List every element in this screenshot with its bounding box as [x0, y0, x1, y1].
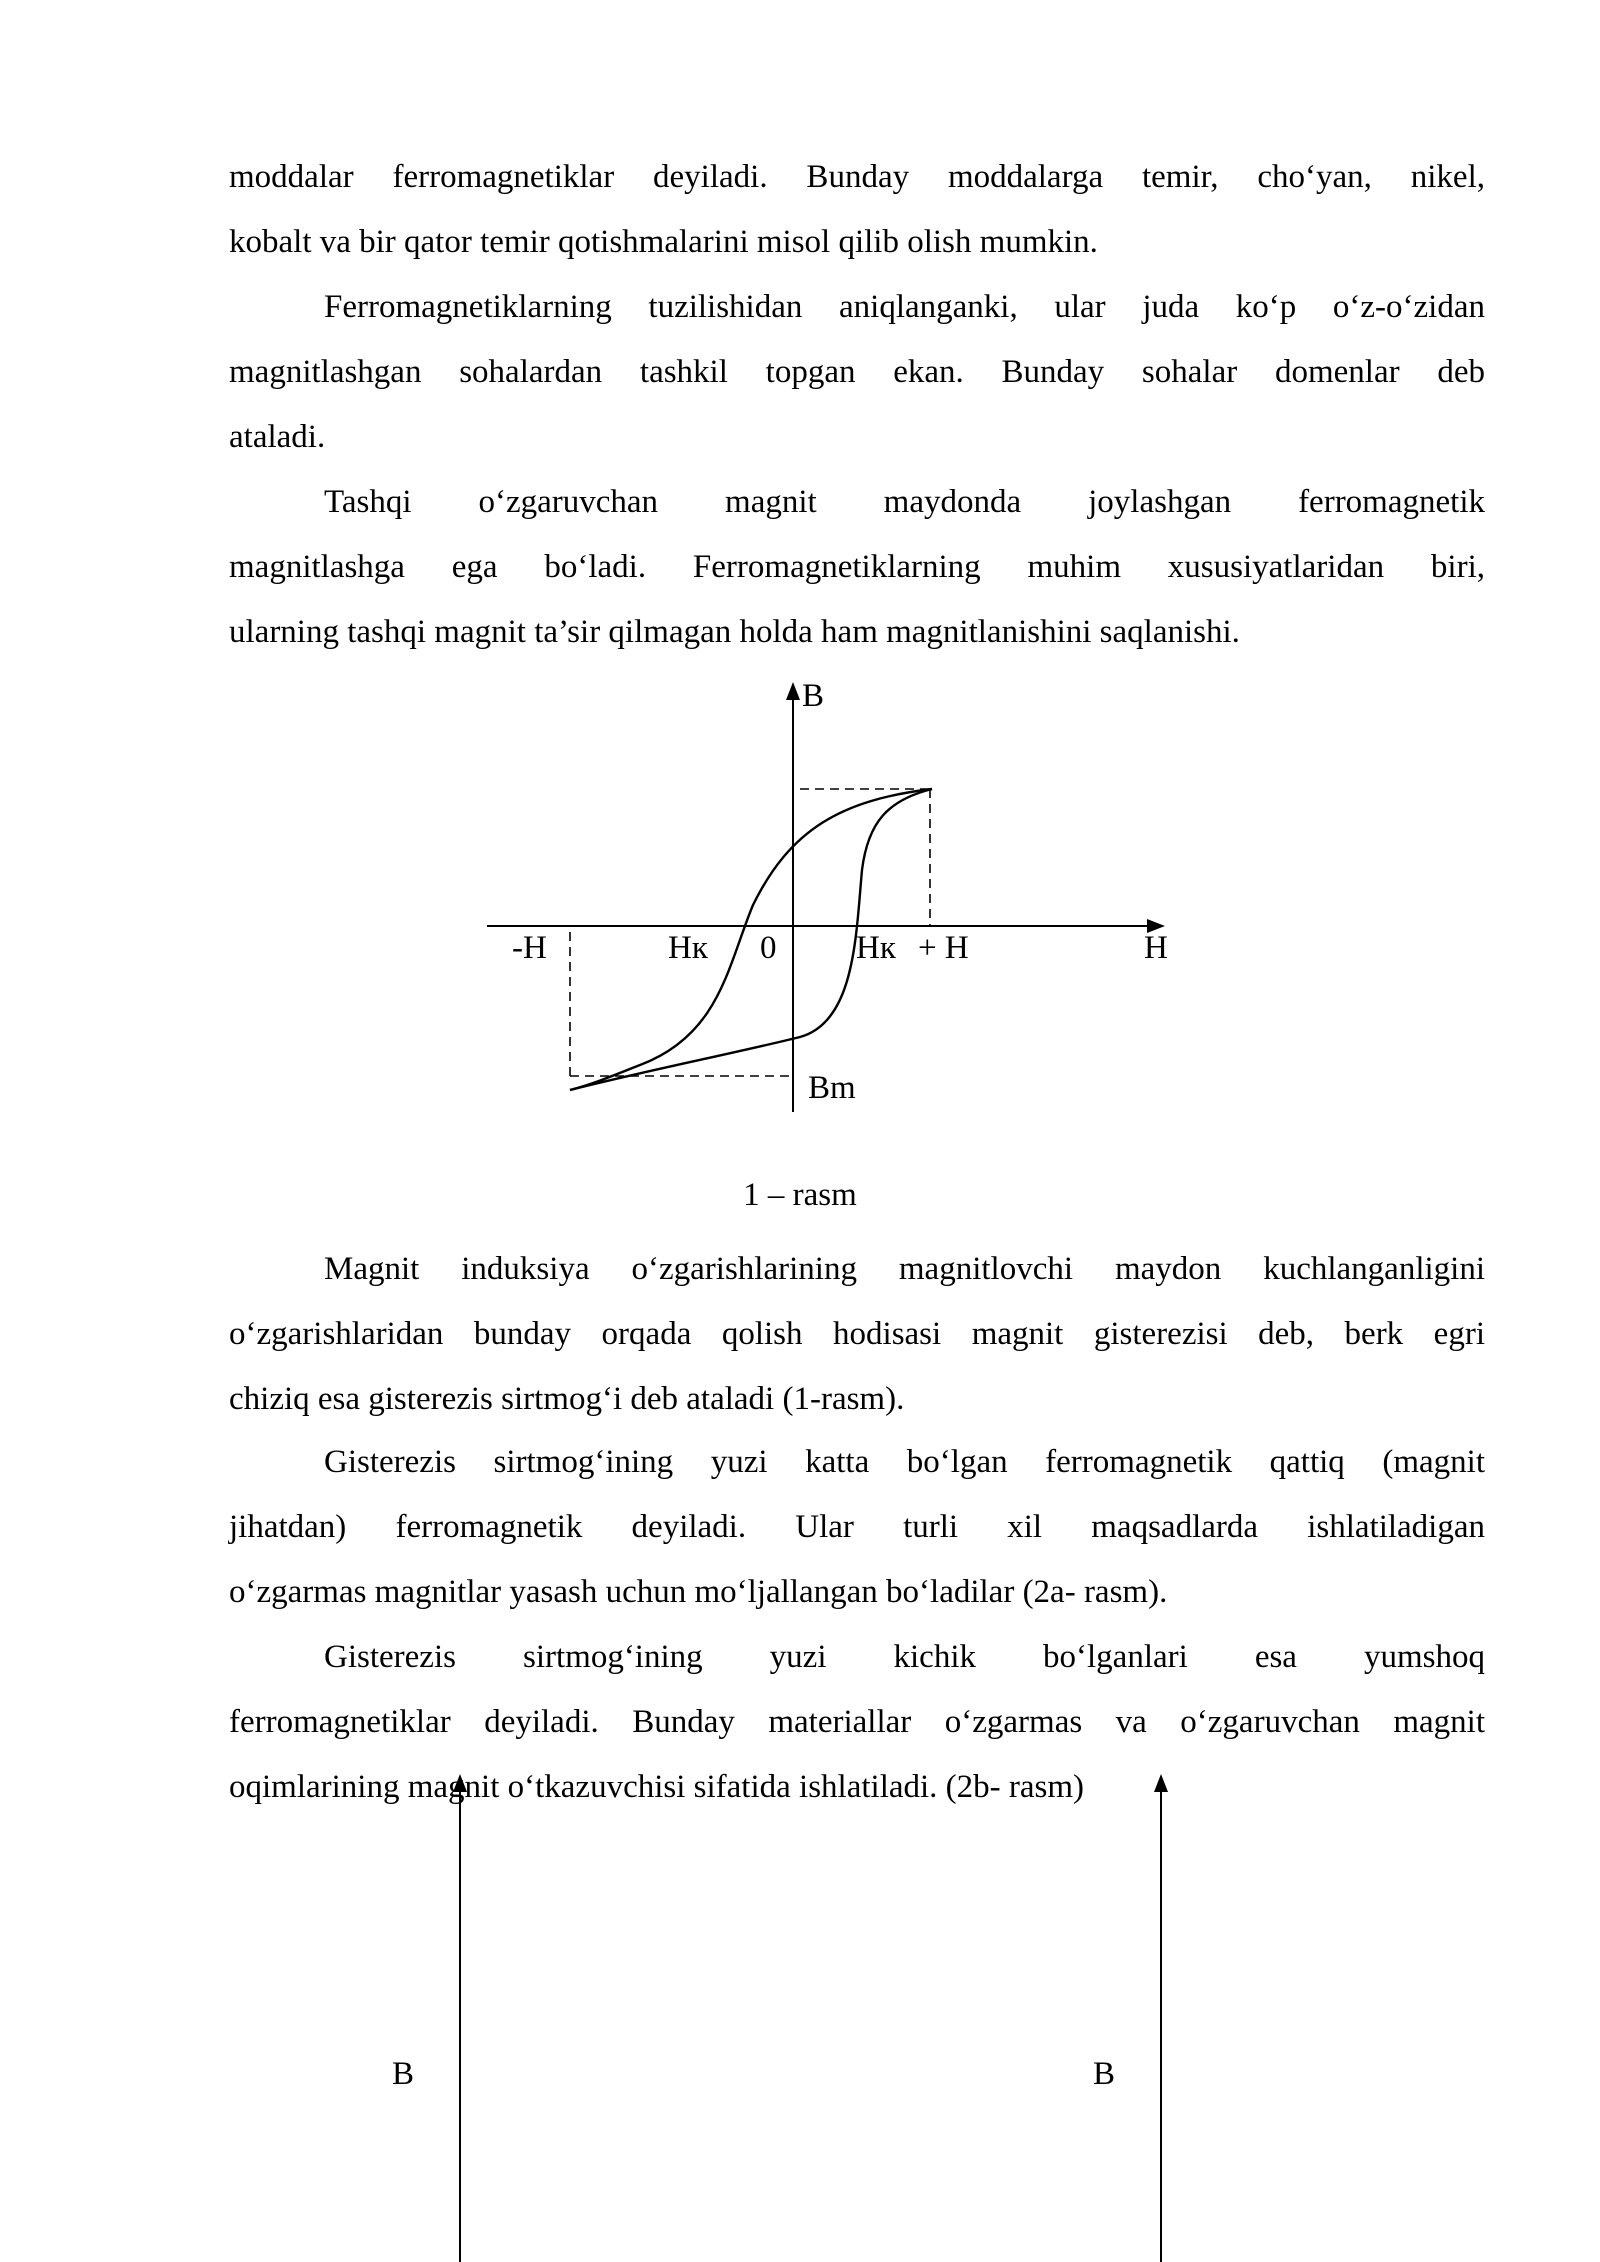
hk-right-label: Hк [856, 930, 896, 966]
fig2b-b-label: B [1093, 2056, 1116, 2092]
minus-h-label: -H [512, 930, 547, 966]
paragraph-line: ferromagnetiklar deyiladi. Bunday materiallar o‘zgarmas va o‘zgaruvchan magnit [229, 1704, 1485, 1740]
paragraph-4 [229, 1237, 1485, 1432]
b-axis-label: B [802, 678, 825, 714]
paragraph-line: Tashqi o‘zgaruvchan magnit maydonda joylashgan ferromagnetik [324, 484, 1485, 520]
paragraph-line: jihatdan) ferromagnetik deyiladi. Ular turli xil maqsadlarda ishlatiladigan [229, 1509, 1485, 1545]
paragraph-line: o‘zgarishlaridan bunday orqada qolish hodisasi magnit gisterezisi deb, berk egri [229, 1316, 1485, 1352]
origin-label: 0 [760, 930, 777, 966]
paragraph-line: moddalar ferromagnetiklar deyiladi. Bunday moddalarga temir, cho‘yan, nikel, [229, 159, 1485, 195]
paragraph-6 [229, 1625, 1485, 1820]
paragraph-line: Gisterezis sirtmog‘ining yuzi katta bo‘lgan ferromagnetik qattiq (magnit [324, 1444, 1485, 1480]
paragraph-line: ularning tashqi magnit ta’sir qilmagan holda ham magnitlanishini saqlanishi. [229, 614, 1240, 650]
plus-h-label: + H [918, 930, 969, 966]
bm-label: Bm [808, 1070, 856, 1106]
paragraph-line: Magnit induksiya o‘zgarishlarining magnitlovchi maydon kuchlanganligini [324, 1251, 1485, 1287]
paragraph-line: magnitlashga ega bo‘ladi. Ferromagnetiklarning muhim xususiyatlaridan biri, [229, 549, 1485, 585]
hk-left-label: Hк [668, 930, 708, 966]
paragraph-line: oqimlarining magnit o‘tkazuvchisi sifatida ishlatiladi. (2b- rasm) [229, 1769, 1085, 1805]
b-axis-arrow [786, 682, 800, 700]
paragraph-line: ataladi. [229, 419, 326, 455]
paragraph-line: o‘zgarmas magnitlar yasash uchun mo‘ljallangan bo‘ladilar (2a- rasm). [229, 1574, 1168, 1610]
h-axis-label: H [1144, 930, 1168, 966]
paragraph-line: kobalt va bir qator temir qotishmalarini misol qilib olish mumkin. [229, 224, 1098, 260]
figure-1-caption: 1 – rasm [743, 1177, 857, 1213]
paragraph-line: chiziq esa gisterezis sirtmog‘i deb ataladi (1-rasm). [229, 1381, 905, 1417]
paragraph-5 [229, 1430, 1485, 1625]
paragraph-line: Gisterezis sirtmog‘ining yuzi kichik bo‘lganlari esa yumshoq [324, 1639, 1485, 1675]
fig2a-b-label: B [392, 2056, 415, 2092]
paragraph-line: Ferromagnetiklarning tuzilishidan aniqlanganki, ular juda ko‘p o‘z-o‘zidan [324, 289, 1485, 325]
paragraph-line: magnitlashgan sohalardan tashkil topgan ekan. Bunday sohalar domenlar deb [229, 354, 1485, 390]
